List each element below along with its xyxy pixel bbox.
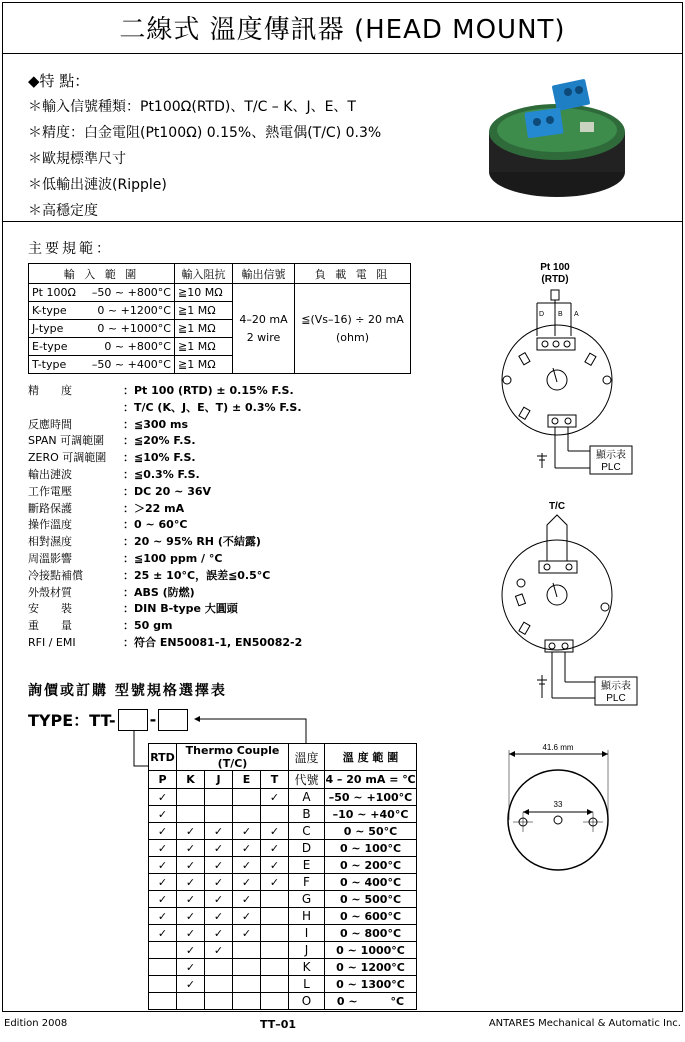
sel-code: K [289, 959, 325, 976]
sel-check-p [149, 959, 177, 976]
spec-load: (ohm) [336, 330, 369, 344]
sel-check-t [261, 976, 289, 993]
sel-check-e [233, 806, 261, 823]
spec-key: 斷路保護 [28, 501, 72, 515]
sel-code: C [289, 823, 325, 840]
selection-table [148, 743, 417, 1010]
sel-check-p [149, 976, 177, 993]
spec-header: 輸出信號 [233, 264, 295, 284]
rtd-label: Pt 100 [540, 262, 570, 273]
spec-impedance: ≧1 MΩ [175, 356, 233, 374]
plc-label: PLC [606, 693, 626, 704]
footer [2, 1018, 683, 1031]
sel-check-k: ✓ [177, 976, 205, 993]
sel-header-code: 代號 [289, 771, 325, 789]
sel-range: 0 ~ °C [325, 993, 417, 1010]
spec-header: 輸 入 範 圍 [29, 264, 175, 284]
sel-check-k: ✓ [177, 874, 205, 891]
sel-range: 0 ~ 200°C [325, 857, 417, 874]
sel-check-e [233, 993, 261, 1010]
sel-row [149, 908, 417, 925]
sel-check-p: ✓ [149, 789, 177, 806]
rtd-pin: D [539, 311, 545, 318]
sel-check-j: ✓ [205, 857, 233, 874]
dimension-diagram [495, 740, 625, 885]
sel-check-j: ✓ [205, 840, 233, 857]
section-divider [2, 221, 683, 222]
sel-header-code: 溫度 [289, 744, 325, 771]
sel-range: 0 ~ 100°C [325, 840, 417, 857]
sel-check-e: ✓ [233, 840, 261, 857]
spec-value: ：DIN B-type 大圓頭 [123, 602, 238, 616]
sel-check-j: ✓ [205, 823, 233, 840]
spec-value: ：Pt 100 (RTD) ± 0.15% F.S. [123, 384, 294, 397]
spec-value: ：≦100 ppm / °C [123, 551, 223, 565]
sel-check-t [261, 942, 289, 959]
sel-range: 0 ~ 600°C [325, 908, 417, 925]
sel-check-p: ✓ [149, 840, 177, 857]
spec-key: 安 裝 [28, 602, 72, 616]
sel-check-p [149, 993, 177, 1010]
sel-check-p: ✓ [149, 874, 177, 891]
feature-item: ＊輸入信號種類：Pt100Ω(RTD)、T/C – K、J、E、T [28, 99, 356, 115]
spec-key: 冷接點補償 [28, 568, 83, 582]
sel-sub-e: E [233, 771, 261, 789]
spec-row [28, 585, 302, 602]
sel-row [149, 959, 417, 976]
spec-value: ：符合 EN50081-1, EN50082-2 [123, 635, 303, 649]
spec-impedance: ≧10 MΩ [175, 284, 233, 302]
sel-check-p [149, 942, 177, 959]
sel-sub-t: T [261, 771, 289, 789]
sel-check-j: ✓ [205, 925, 233, 942]
spec-details [28, 383, 302, 652]
sel-code: E [289, 857, 325, 874]
sel-check-p: ✓ [149, 908, 177, 925]
sel-sub-j: J [205, 771, 233, 789]
sel-check-e [233, 942, 261, 959]
rtd-label: (RTD) [541, 274, 569, 285]
sel-check-k [177, 993, 205, 1010]
rtd-wiring-diagram [495, 258, 645, 483]
spec-key: 工作電壓 [28, 484, 72, 498]
feature-item: ＊低輸出漣波(Ripple) [28, 177, 167, 193]
sel-check-j: ✓ [205, 942, 233, 959]
spec-load: ≦(Vs–16) ÷ 20 mA [301, 312, 404, 326]
sel-row [149, 840, 417, 857]
sel-row [149, 891, 417, 908]
sel-range: 0 ~ 400°C [325, 874, 417, 891]
type-code-line [28, 708, 190, 731]
spec-key: 反應時間 [28, 417, 72, 431]
rtd-pin: B [558, 311, 563, 318]
features-heading: ◆特 點： [28, 72, 90, 90]
spec-key [28, 400, 123, 417]
sel-check-e [233, 976, 261, 993]
sel-check-k: ✓ [177, 891, 205, 908]
feature-item: ＊歐規標準尺寸 [28, 151, 126, 167]
sel-check-j: ✓ [205, 874, 233, 891]
sel-check-k [177, 789, 205, 806]
sel-code: A [289, 789, 325, 806]
sel-header-rtd: RTD [149, 744, 177, 771]
sel-check-k: ✓ [177, 908, 205, 925]
tc-wiring-diagram [495, 495, 645, 710]
spec-header: 負 載 電 阻 [295, 264, 411, 284]
sel-range: 0 ~ 1300°C [325, 976, 417, 993]
spec-value: ：50 gm [123, 619, 173, 633]
sel-check-t [261, 925, 289, 942]
sel-sub-p: P [149, 771, 177, 789]
spec-row [28, 534, 302, 551]
sel-check-k: ✓ [177, 840, 205, 857]
sel-code: H [289, 908, 325, 925]
spec-range: 0 ~ +800°C [83, 338, 175, 356]
spec-row [28, 400, 302, 417]
sel-check-j [205, 789, 233, 806]
sel-range: 0 ~ 500°C [325, 891, 417, 908]
sel-check-e: ✓ [233, 874, 261, 891]
spec-value: ：25 ± 10°C，誤差≦0.5°C [123, 568, 271, 582]
sel-range: 0 ~ 1000°C [325, 942, 417, 959]
spec-key: 周溫影響 [28, 551, 72, 565]
sel-row [149, 874, 417, 891]
spec-value: ：ABS (防燃) [123, 585, 195, 599]
sel-range: –50 ~ +100°C [325, 789, 417, 806]
dim-inner: 33 [553, 800, 563, 809]
sel-check-e: ✓ [233, 823, 261, 840]
spec-row [28, 601, 302, 618]
spec-value: ：T/C (K、J、E、T) ± 0.3% F.S. [123, 400, 302, 414]
sel-check-e [233, 959, 261, 976]
spec-row [28, 467, 302, 484]
spec-key: 輸出漣波 [28, 467, 72, 481]
sel-check-j: ✓ [205, 908, 233, 925]
sel-check-t [261, 993, 289, 1010]
spec-type: Pt 100Ω [29, 284, 83, 302]
sel-check-p: ✓ [149, 857, 177, 874]
spec-key: ZERO 可調範圍 [28, 451, 107, 465]
sel-range: 0 ~ 1200°C [325, 959, 417, 976]
sel-header-range-unit: 4 – 20 mA = ℃ [325, 771, 417, 789]
sel-code: O [289, 993, 325, 1010]
sel-check-e: ✓ [233, 925, 261, 942]
rtd-tc-code-box [118, 709, 148, 731]
footer-edition: Edition 2008 [4, 1018, 68, 1029]
spec-type: T-type [29, 356, 83, 374]
spec-value: ：＞22 mA [123, 501, 185, 515]
sel-check-t: ✓ [261, 823, 289, 840]
sel-row [149, 942, 417, 959]
spec-row [28, 433, 302, 450]
spec-value: ：≦10% F.S. [123, 451, 196, 465]
sel-row [149, 823, 417, 840]
sel-row [149, 789, 417, 806]
spec-key: 重 量 [28, 619, 72, 633]
plc-label: PLC [601, 462, 621, 473]
tc-label: T/C [548, 501, 566, 512]
sel-check-t: ✓ [261, 840, 289, 857]
spec-row [28, 417, 302, 434]
sel-row [149, 976, 417, 993]
spec-key: 精 度 [28, 384, 72, 397]
spec-output: 2 wire [246, 330, 281, 344]
feature-item: ＊高穩定度 [28, 203, 98, 219]
display-label: 顯示表 [601, 681, 631, 692]
spec-type: E-type [29, 338, 83, 356]
spec-header: 輸入阻抗 [175, 264, 233, 284]
sel-check-t: ✓ [261, 874, 289, 891]
sel-sub-k: K [177, 771, 205, 789]
sel-check-t [261, 959, 289, 976]
spec-table [28, 263, 411, 374]
sel-check-t [261, 806, 289, 823]
spec-row [28, 517, 302, 534]
features-section [28, 68, 381, 224]
sel-row [149, 925, 417, 942]
spec-row [28, 484, 302, 501]
sel-check-t [261, 908, 289, 925]
sel-check-k: ✓ [177, 959, 205, 976]
sel-check-p: ✓ [149, 823, 177, 840]
spec-range: 0 ~ +1200°C [83, 302, 175, 320]
spec-range: 0 ~ +1000°C [83, 320, 175, 338]
sel-check-p: ✓ [149, 806, 177, 823]
spec-key: RFI / EMI [28, 635, 76, 649]
spec-value: ：0 ~ 60°C [123, 518, 188, 532]
sel-check-p: ✓ [149, 891, 177, 908]
spec-impedance: ≧1 MΩ [175, 302, 233, 320]
sel-code: G [289, 891, 325, 908]
sel-code: J [289, 942, 325, 959]
spec-impedance: ≧1 MΩ [175, 320, 233, 338]
spec-row [28, 501, 302, 518]
footer-page: TT–01 [260, 1018, 297, 1031]
spec-value: ：≦0.3% F.S. [123, 467, 200, 481]
sel-check-k: ✓ [177, 823, 205, 840]
spec-output: 4–20 mA [239, 312, 288, 326]
sel-check-j [205, 976, 233, 993]
sel-check-e [233, 789, 261, 806]
sel-code: B [289, 806, 325, 823]
rtd-pin: A [574, 311, 579, 318]
spec-key: SPAN 可調範圍 [28, 434, 105, 448]
order-title: 詢價或訂購 型號規格選擇表 [28, 683, 227, 699]
spec-row [28, 635, 302, 652]
spec-value: ：≦300 ms [123, 417, 189, 431]
sel-check-k: ✓ [177, 925, 205, 942]
spec-value: ：DC 20 ~ 36V [123, 484, 212, 498]
display-label: 顯示表 [596, 450, 626, 461]
dim-outer: 41.6 mm [542, 743, 574, 752]
page-title: 二線式 溫度傳訊器 (HEAD MOUNT) [119, 15, 566, 45]
sel-check-j [205, 959, 233, 976]
title-bar [2, 2, 683, 54]
spec-type: K-type [29, 302, 83, 320]
sel-code: I [289, 925, 325, 942]
sel-check-j [205, 993, 233, 1010]
sel-check-j: ✓ [205, 891, 233, 908]
sel-check-k [177, 806, 205, 823]
sel-range: –10 ~ +40°C [325, 806, 417, 823]
type-label: TYPE：TT- [28, 711, 116, 730]
sel-header-range: 溫 度 範 圍 [325, 744, 417, 771]
spec-range: –50 ~ +400°C [83, 356, 175, 374]
spec-title: 主要規範： [28, 241, 113, 257]
sel-check-e: ✓ [233, 891, 261, 908]
spec-row [28, 383, 302, 400]
spec-key: 外殼材質 [28, 585, 72, 599]
sel-range: 0 ~ 50°C [325, 823, 417, 840]
spec-row [28, 551, 302, 568]
sel-check-t: ✓ [261, 857, 289, 874]
footer-company: ANTARES Mechanical & Automatic Inc. [488, 1018, 681, 1029]
type-dash: - [149, 710, 157, 729]
spec-row [28, 568, 302, 585]
sel-row [149, 806, 417, 823]
sel-check-e: ✓ [233, 908, 261, 925]
sel-row [149, 857, 417, 874]
sel-check-k: ✓ [177, 857, 205, 874]
sel-range: 0 ~ 800°C [325, 925, 417, 942]
sel-check-j [205, 806, 233, 823]
spec-type: J-type [29, 320, 83, 338]
sel-header-tc: Thermo Couple (T/C) [177, 744, 289, 771]
spec-impedance: ≧1 MΩ [175, 338, 233, 356]
sel-code: F [289, 874, 325, 891]
sel-check-e: ✓ [233, 857, 261, 874]
sel-check-t: ✓ [261, 789, 289, 806]
spec-value: ：≦20% F.S. [123, 434, 196, 448]
sel-code: D [289, 840, 325, 857]
sel-code: L [289, 976, 325, 993]
spec-key: 操作溫度 [28, 518, 72, 532]
spec-row [28, 450, 302, 467]
range-code-box [158, 709, 188, 731]
product-photo [482, 62, 632, 202]
sel-check-t [261, 891, 289, 908]
sel-check-k: ✓ [177, 942, 205, 959]
spec-value: ：20 ~ 95% RH (不結露) [123, 535, 261, 549]
spec-key: 相對濕度 [28, 535, 72, 549]
sel-check-p: ✓ [149, 925, 177, 942]
spec-row [28, 618, 302, 635]
feature-item: ＊精度：白金電阻(Pt100Ω) 0.15%、熱電偶(T/C) 0.3% [28, 125, 382, 141]
spec-range: –50 ~ +800°C [83, 284, 175, 302]
sel-row [149, 993, 417, 1010]
